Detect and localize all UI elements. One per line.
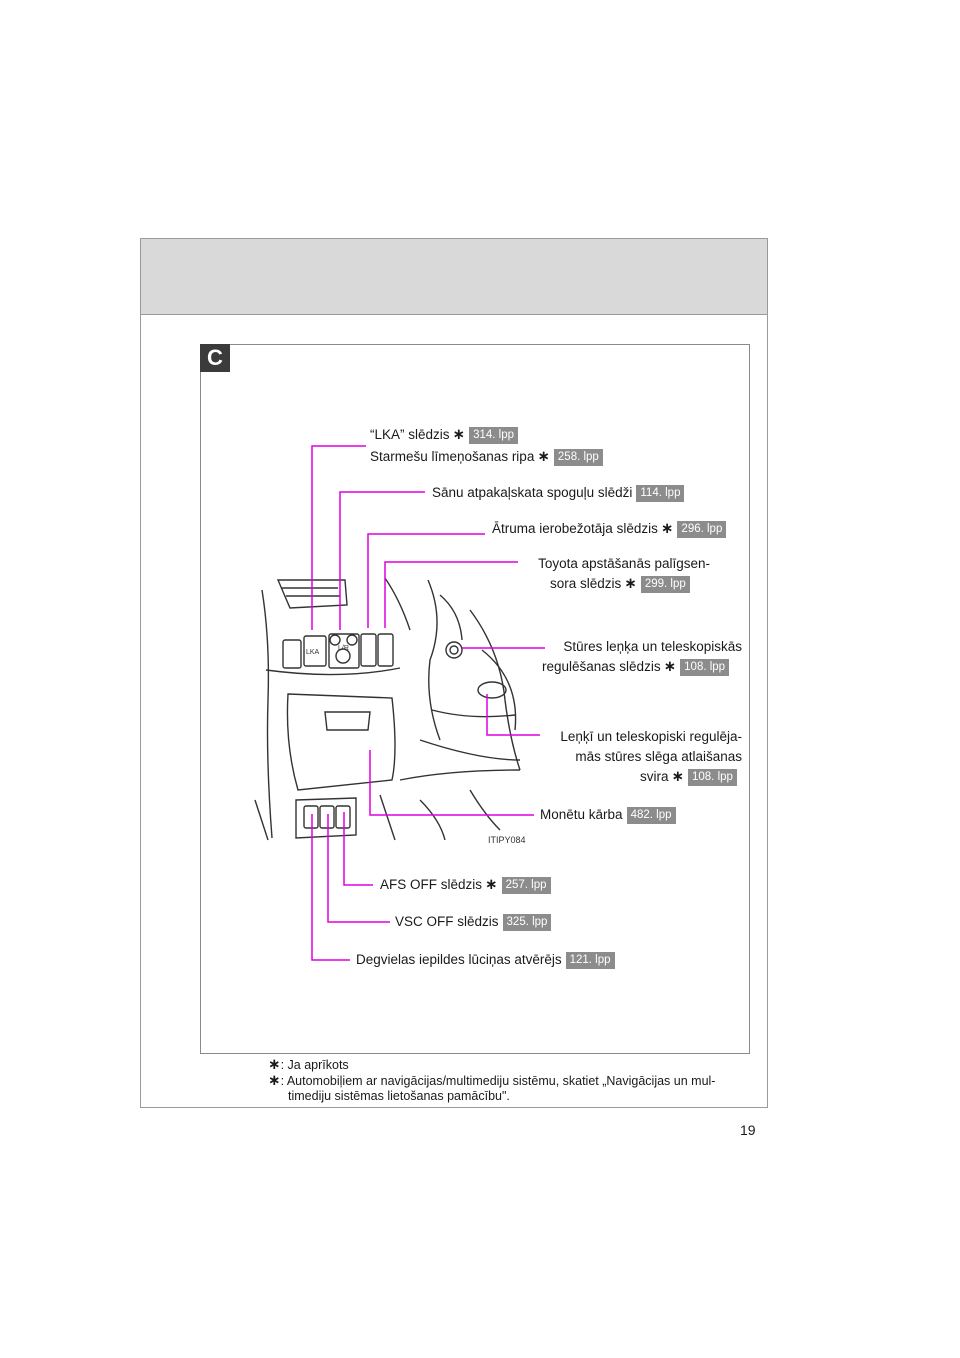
asterisk-icon: ∗	[268, 1072, 281, 1089]
asterisk-icon: ∗	[624, 575, 637, 592]
asterisk-icon: ∗	[671, 768, 685, 785]
leader-parking	[385, 562, 518, 628]
callout-coin-box: Monētu kārba 482. lpp	[540, 806, 676, 824]
callout-steering-line1: Stūres leņķa un teleskopiskās	[563, 639, 742, 654]
page-ref-coin-box[interactable]: 482. lpp	[627, 807, 676, 824]
asterisk-icon: ∗	[268, 1056, 281, 1073]
svg-text:L/R: L/R	[338, 645, 349, 652]
asterisk-icon: ∗	[485, 876, 498, 893]
page-ref-afs[interactable]: 257. lpp	[502, 877, 551, 894]
footnote-equipped: ∗: Ja aprīkots	[268, 1056, 349, 1073]
svg-text:LKA: LKA	[306, 649, 320, 656]
callout-lever-line2: mās stūres slēga atlaišanas	[575, 749, 742, 764]
callout-parking-line1: Toyota apstāšanās palīgsen-	[538, 556, 710, 571]
page-ref-vsc[interactable]: 325. lpp	[503, 914, 552, 931]
callout-lever-line1: Leņķī un teleskopiski regulēja-	[560, 729, 742, 744]
page-ref-lka[interactable]: 314. lpp	[469, 427, 518, 444]
callout-vsc: VSC OFF slēdzis 325. lpp	[395, 913, 551, 931]
asterisk-icon: ∗	[660, 520, 674, 537]
leader-mirrors	[340, 492, 425, 630]
dashboard-drawing	[255, 578, 520, 840]
callout-headlight: Starmešu līmeņošanas ripa ∗ 258. lpp	[370, 448, 603, 466]
callout-steering-line2: regulēšanas slēdzis ∗ 108. lpp	[542, 658, 729, 676]
page-ref-headlight[interactable]: 258. lpp	[554, 449, 603, 466]
page-ref-lever[interactable]: 108. lpp	[688, 769, 737, 786]
leader-lka	[312, 446, 366, 630]
footnote-navigation-line2: timediju sistēmas lietošanas pamācību".	[288, 1089, 510, 1103]
callout-lever-line3: svira ∗	[640, 768, 685, 785]
leader-vsc	[328, 814, 390, 922]
callout-mirrors: Sānu atpakaļskata spoguļu slēdži 114. lpp	[432, 484, 684, 502]
page-ref-mirrors[interactable]: 114. lpp	[636, 485, 684, 502]
image-code: ITIPY084	[488, 835, 526, 845]
asterisk-icon: ∗	[537, 448, 550, 465]
leader-afs	[344, 812, 373, 885]
callout-afs: AFS OFF slēdzis ∗ 257. lpp	[380, 876, 551, 894]
callout-lka: “LKA” slēdzis ∗ 314. lpp	[370, 426, 518, 444]
page-number: 19	[740, 1122, 756, 1138]
page-ref-parking[interactable]: 299. lpp	[641, 576, 690, 593]
page-ref-fuel[interactable]: 121. lpp	[566, 952, 615, 969]
asterisk-icon: ∗	[663, 658, 677, 675]
callout-parking-line2: sora slēdzis ∗ 299. lpp	[550, 575, 690, 593]
page-ref-speed-limiter[interactable]: 296. lpp	[677, 521, 726, 538]
section-tab: C	[200, 344, 230, 372]
callout-speed-limiter: Ātruma ierobežotāja slēdzis ∗ 296. lpp	[492, 520, 726, 538]
footnote-navigation: ∗: Automobiļiem ar navigācijas/multimediju sistēmu, skatiet „Navigācijas un mul-	[268, 1072, 716, 1089]
asterisk-icon: ∗	[452, 426, 466, 443]
callout-fuel: Degvielas iepildes lūciņas atvērējs 121. lpp	[356, 951, 615, 969]
page-ref-steering[interactable]: 108. lpp	[680, 659, 729, 676]
